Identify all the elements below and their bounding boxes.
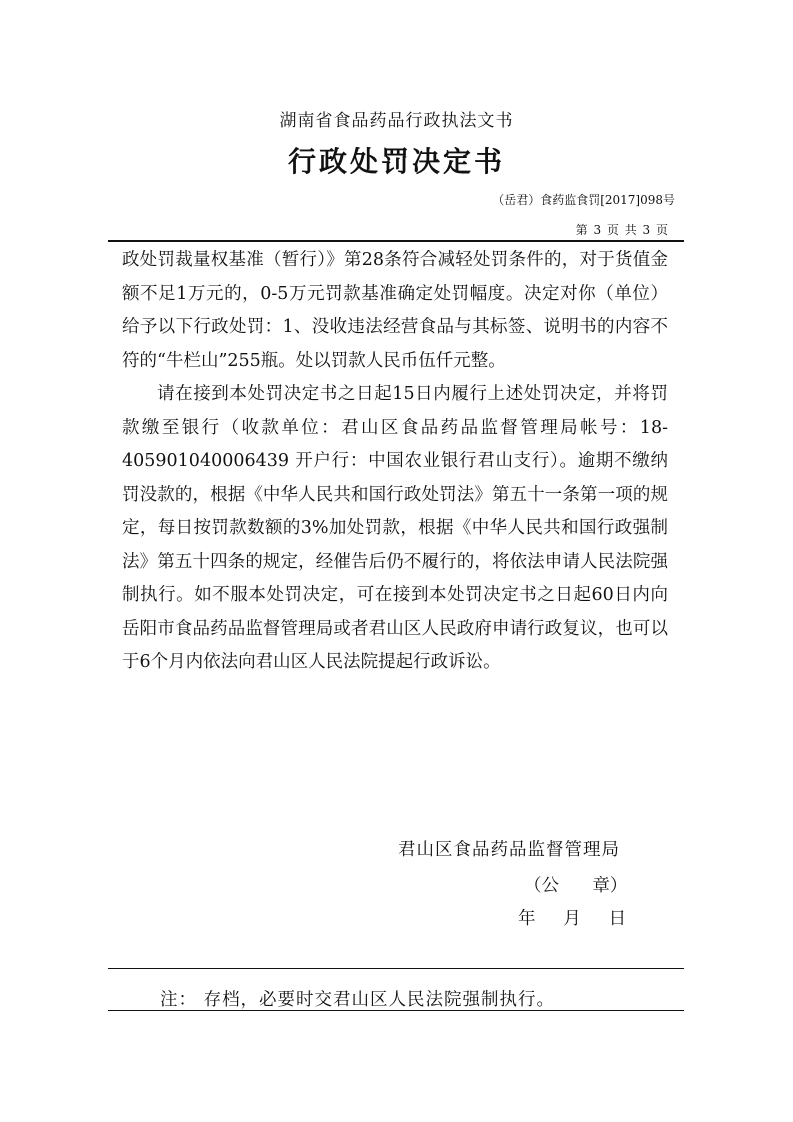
signature-date: 年 月 日: [518, 909, 627, 929]
header-divider: [108, 240, 684, 242]
footer-note: 注： 存档，必要时交君山区人民法院强制执行。: [160, 990, 556, 1010]
document-title: 行政处罚决定书: [287, 145, 505, 178]
signing-organization: 君山区食品药品监督管理局: [398, 840, 620, 860]
issuing-body: 湖南省食品药品行政执法文书: [279, 111, 514, 131]
page-info: 第 3 页 共 3 页: [575, 223, 669, 237]
body-paragraph: 政处罚裁量权基准（暂行）》第28条符合减轻处罚条件的，对于货值金额不足1万元的，0-5万元罚款基准确定处罚幅度。决定对你（单位）给予以下行政处罚：1、没收违法经营食品与其标签、说明书的内容不符的“牛栏山”255瓶。处以罚款人民币伍仟元整。: [122, 250, 668, 371]
footer-divider-bottom: [108, 1010, 684, 1011]
document-body: [122, 244, 668, 680]
body-paragraph: 请在接到本处罚决定书之日起15日内履行上述处罚决定，并将罚款缴至银行（收款单位：君山区食品药品监督管理局帐号：18-405901040006439 开户行：中国农业银行君山支行）。逾期不缴纳罚没款的，根据《中华人民共和国行政处罚法》第五十一条第一项的规定，每日按罚款数额的3%加处罚款，根据《中华人民共和国行政强制法》第五十四条的规定，经催告后仍不履行的，将依法申请人民法院强制执行。如不服本处罚决定，可在接到本处罚决定书之日起60日内向岳阳市食品药品监督管理局或者君山区人民政府申请行政复议，也可以于6个月内依法向君山区人民法院提起行政诉讼。: [122, 384, 668, 672]
document-number: （岳君）食药监食罚[2017]098号: [492, 193, 675, 207]
official-seal-placeholder: （公 章）: [524, 876, 628, 896]
footer-divider-top: [108, 968, 684, 969]
